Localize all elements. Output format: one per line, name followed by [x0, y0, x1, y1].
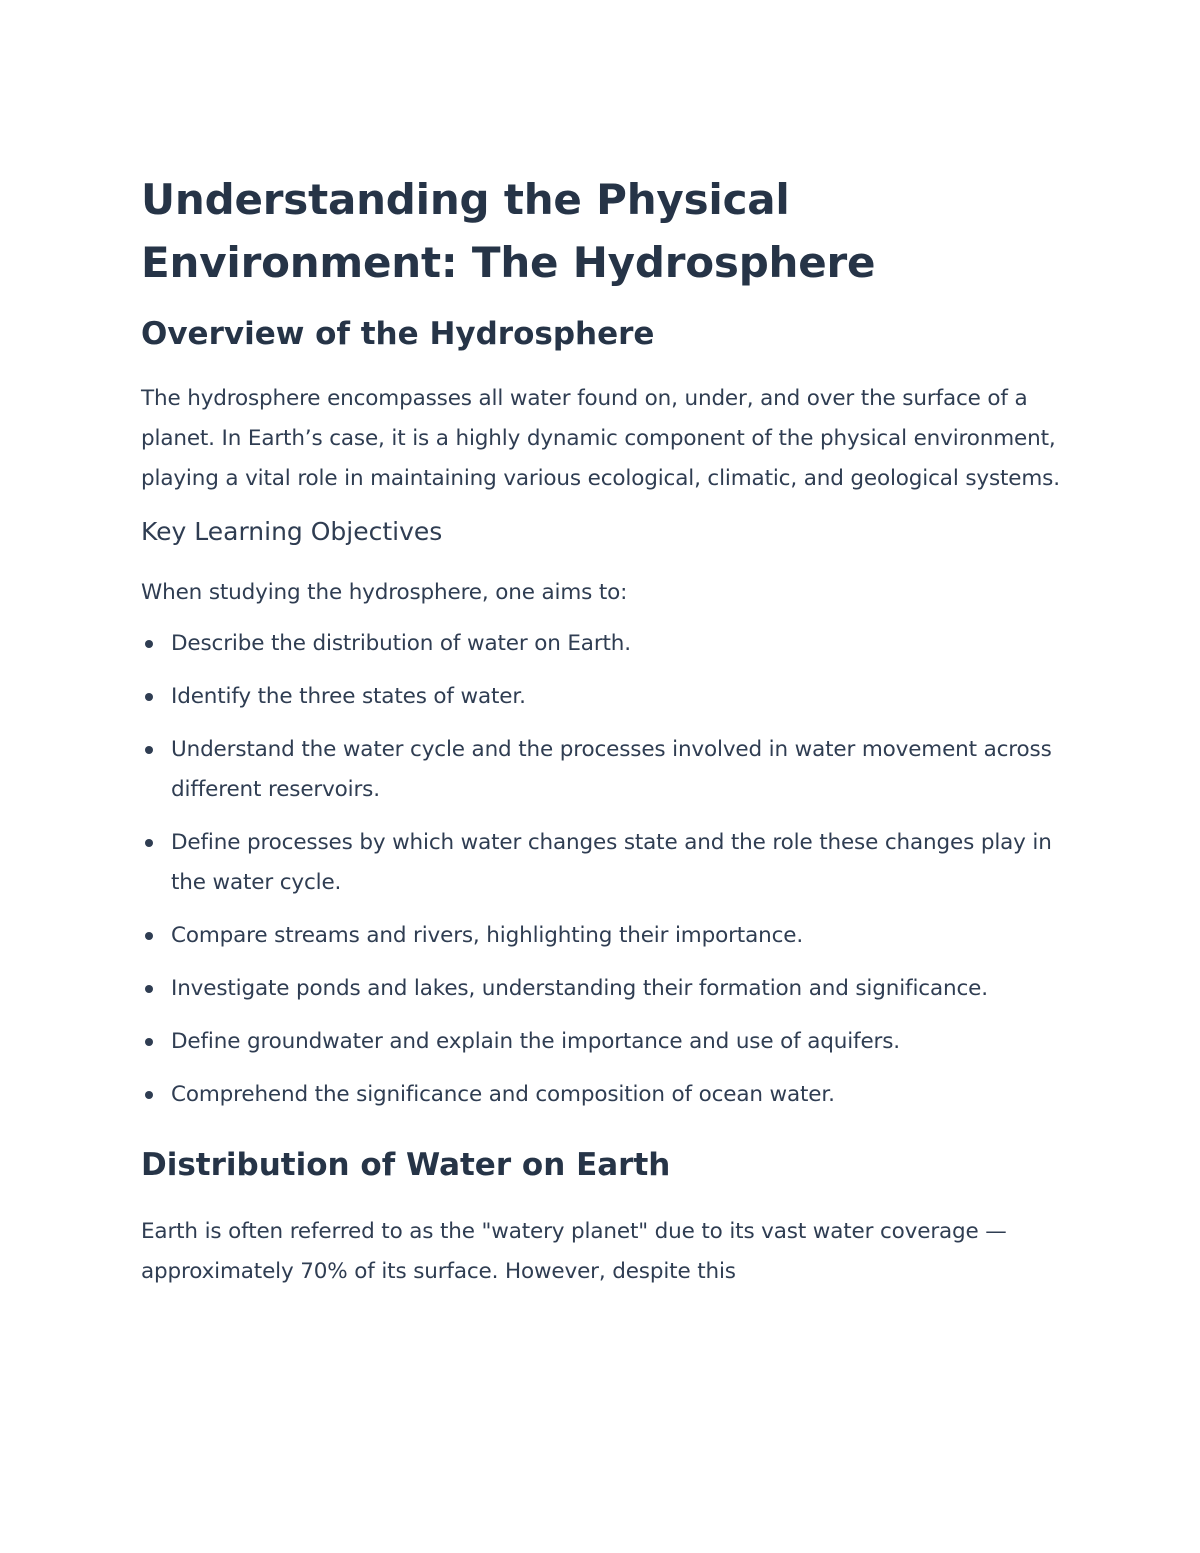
objectives-lead: When studying the hydrosphere, one aims to:: [141, 580, 628, 605]
list-item: [141, 969, 1071, 1009]
list-item: [141, 677, 1071, 717]
bullet-icon: [145, 839, 153, 847]
list-item-text: Define processes by which water changes state and the role these changes play in the water cycle.: [171, 830, 1052, 895]
list-item: [141, 916, 1071, 956]
list-item-text: Define groundwater and explain the importance and use of aquifers.: [171, 1029, 900, 1054]
overview-paragraph: The hydrosphere encompasses all water found on, under, and over the surface of a planet. In Earth’s case, it is a highly dynamic component of the physical environment, playing a vital role in maintaining various ecological, climatic, and geological systems.: [141, 386, 1060, 491]
objectives-list: [141, 624, 1071, 1115]
bullet-icon: [145, 932, 153, 940]
list-item: [141, 730, 1071, 810]
distribution-paragraph: Earth is often referred to as the "watery planet" due to its vast water coverage — approximately 70% of its surface. However, despite this: [141, 1219, 1007, 1284]
bullet-icon: [145, 693, 153, 701]
list-item: [141, 624, 1071, 664]
bullet-icon: [145, 1091, 153, 1099]
list-item-text: Describe the distribution of water on Earth.: [171, 631, 631, 656]
list-item: [141, 823, 1071, 903]
list-item: [141, 1075, 1071, 1115]
distribution-heading: Distribution of Water on Earth: [141, 1147, 671, 1183]
bullet-icon: [145, 985, 153, 993]
list-item-text: Compare streams and rivers, highlighting their importance.: [171, 923, 804, 948]
list-item-text: Understand the water cycle and the processes involved in water movement across different reservoirs.: [171, 737, 1052, 802]
list-item: [141, 1022, 1071, 1062]
overview-heading: Overview of the Hydrosphere: [141, 316, 655, 352]
list-item-text: Investigate ponds and lakes, understanding their formation and significance.: [171, 976, 988, 1001]
list-item-text: Comprehend the significance and composition of ocean water.: [171, 1082, 835, 1107]
document-title: Understanding the Physical Environment: The Hydrosphere: [141, 175, 876, 287]
document-page: [141, 168, 1071, 1292]
list-item-text: Identify the three states of water.: [171, 684, 526, 709]
bullet-icon: [145, 746, 153, 754]
objectives-heading: Key Learning Objectives: [141, 517, 443, 546]
bullet-icon: [145, 1038, 153, 1046]
bullet-icon: [145, 640, 153, 648]
